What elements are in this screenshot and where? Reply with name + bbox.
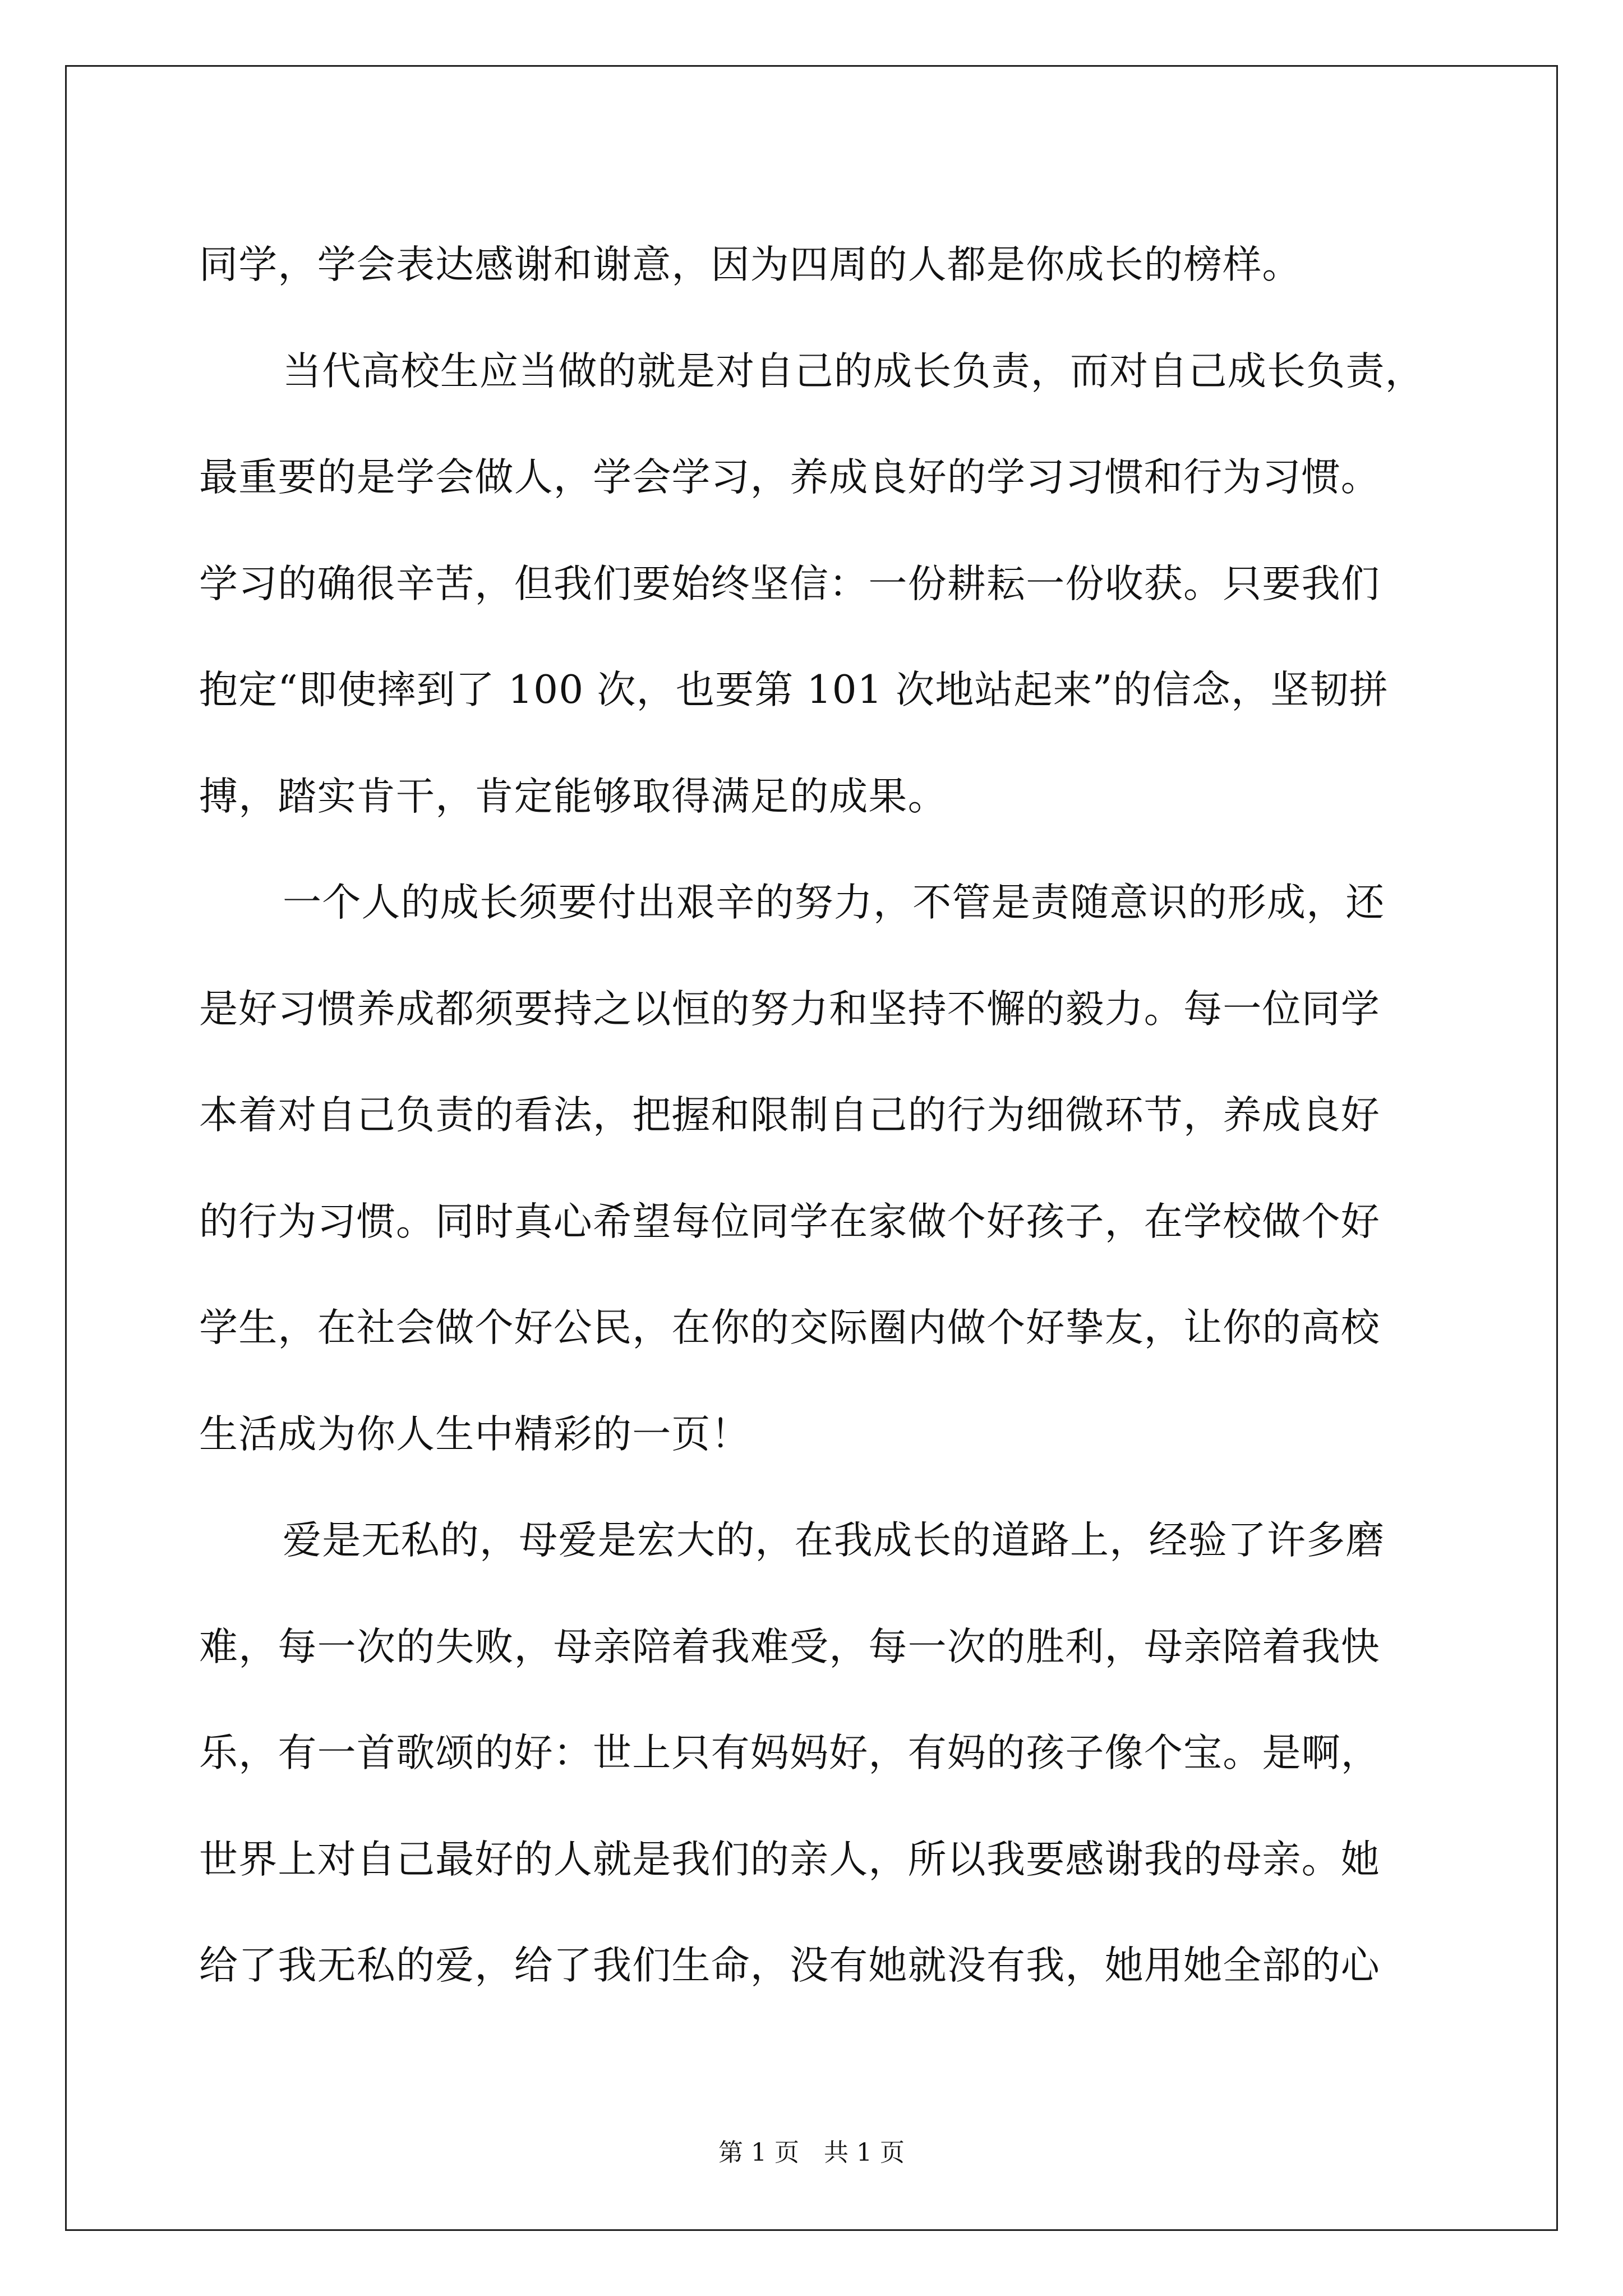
page-footer: 第 1 页 共 1 页 <box>718 2138 905 2167</box>
text-line: 学生，在社会做个好公民，在你的交际圈内做个好挚友，让你的高校 <box>199 1305 1380 1350</box>
text-line: 抱定“即使摔到了 100 次，也要第 101 次地站起来”的信念，坚韧拼 <box>199 668 1389 712</box>
text-line: 乐，有一首歌颂的好：世上只有妈妈好，有妈的孩子像个宝。是啊， <box>199 1731 1380 1775</box>
text-line: 最重要的是学会做人，学会学习，养成良好的学习习惯和行为习惯。 <box>199 455 1380 500</box>
text-line: 的行为习惯。同时真心希望每位同学在家做个好孩子，在学校做个好 <box>199 1199 1380 1244</box>
text-line: 本着对自己负责的看法，把握和限制自己的行为细微环节，养成良好 <box>199 1093 1380 1138</box>
text-line: 生活成为你人生中精彩的一页！ <box>199 1411 750 1457</box>
text-line: 一个人的成长须要付出艰辛的努力，不管是责随意识的形成，还 <box>283 880 1385 925</box>
text-line: 同学，学会表达感谢和谢意，因为四周的人都是你成长的榜样。 <box>199 242 1302 287</box>
text-line: 学习的确很辛苦，但我们要始终坚信：一份耕耘一份收获。只要我们 <box>199 561 1380 606</box>
text-line: 搏，踏实肯干，肯定能够取得满足的成果。 <box>199 774 947 819</box>
text-line: 爱是无私的，母爱是宏大的，在我成长的道路上，经验了许多磨 <box>283 1518 1385 1563</box>
document-body <box>199 212 1431 2019</box>
text-line: 难，每一次的失败，母亲陪着我难受，每一次的胜利，母亲陪着我快 <box>199 1624 1380 1669</box>
text-line: 是好习惯养成都须要持之以恒的努力和坚持不懈的毅力。每一位同学 <box>199 986 1380 1032</box>
text-line: 给了我无私的爱，给了我们生命，没有她就没有我，她用她全部的心 <box>199 1943 1380 1988</box>
text-line: 当代高校生应当做的就是对自己的成长负责，而对自己成长负责， <box>283 348 1424 394</box>
text-line: 世界上对自己最好的人就是我们的亲人，所以我要感谢我的母亲。她 <box>199 1837 1380 1882</box>
